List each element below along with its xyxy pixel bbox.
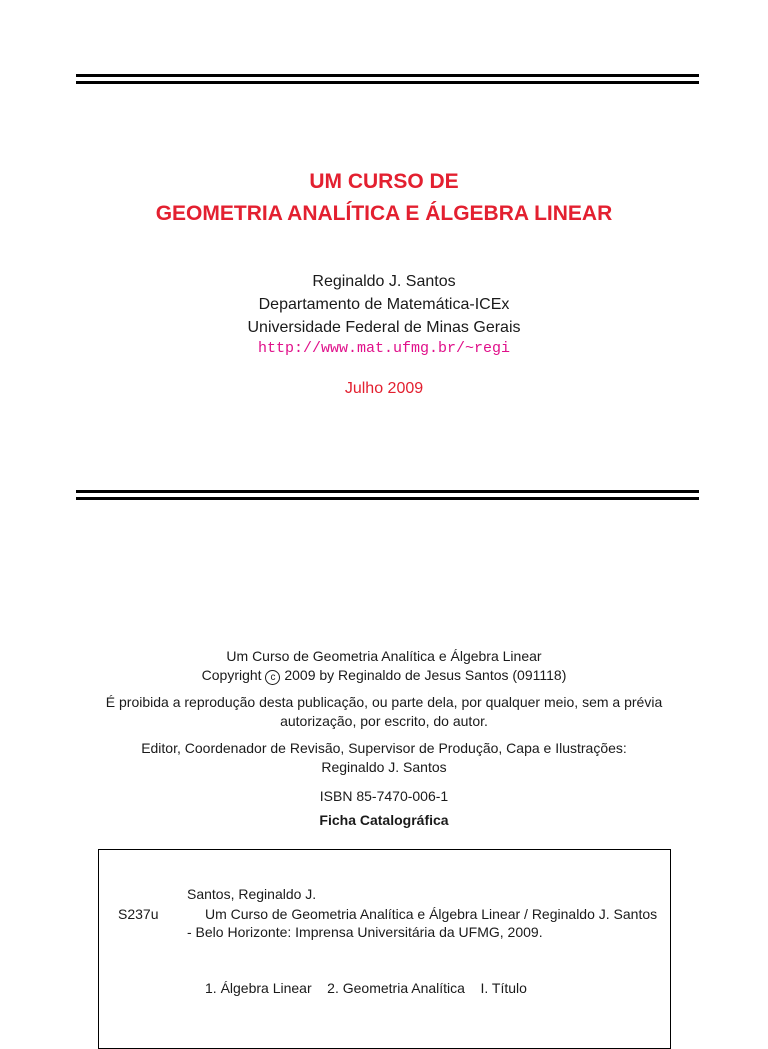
catalog-subjects: 1. Álgebra Linear 2. Geometria Analítica I. Título xyxy=(205,980,527,996)
editor-credits xyxy=(0,739,768,777)
copyright-line xyxy=(0,666,768,685)
rights-line2: autorização, por escrito, do autor. xyxy=(280,713,488,729)
colophon-title-block xyxy=(0,647,768,685)
book-title-line1: UM CURSO DE xyxy=(309,170,459,193)
catalog-code: S237u xyxy=(118,906,159,922)
catalog-author: Santos, Reginaldo J. xyxy=(187,886,317,902)
author-university: Universidade Federal de Minas Gerais xyxy=(247,319,521,336)
rights-notice xyxy=(0,693,768,731)
author-url-link[interactable]: http://www.mat.ufmg.br/~regi xyxy=(257,340,511,357)
rights-line1: É proibida a reprodução desta publicação, ou parte dela, por qualquer meio, sem a prévia xyxy=(105,694,663,710)
publication-date: Julho 2009 xyxy=(344,380,424,397)
catalog-publisher: - Belo Horizonte: Imprensa Universitária da UFMG, 2009. xyxy=(187,924,543,940)
middle-double-rule xyxy=(76,490,699,500)
catalog-card xyxy=(98,849,671,1049)
ficha-heading: Ficha Catalográfica xyxy=(319,812,449,828)
author-name: Reginaldo J. Santos xyxy=(312,273,456,290)
copyright-icon: c xyxy=(265,670,280,685)
editor-line2: Reginaldo J. Santos xyxy=(321,759,447,775)
colophon-book-title: Um Curso de Geometria Analítica e Álgebra Linear xyxy=(226,648,542,664)
editor-line1: Editor, Coordenador de Revisão, Supervisor de Produção, Capa e Ilustrações: xyxy=(141,740,627,756)
isbn: ISBN 85-7470-006-1 xyxy=(319,788,449,804)
catalog-title: Um Curso de Geometria Analítica e Álgebra Linear / Reginaldo J. Santos xyxy=(205,906,658,922)
copyright-text: 2009 by Reginaldo de Jesus Santos (091118) xyxy=(284,667,567,683)
book-title-line2: GEOMETRIA ANALÍTICA E ÁLGEBRA LINEAR xyxy=(155,202,613,225)
top-double-rule xyxy=(76,74,699,84)
author-department: Departamento de Matemática-ICEx xyxy=(258,296,510,313)
author-block xyxy=(0,270,768,339)
copyright-prefix: Copyright xyxy=(201,667,262,683)
